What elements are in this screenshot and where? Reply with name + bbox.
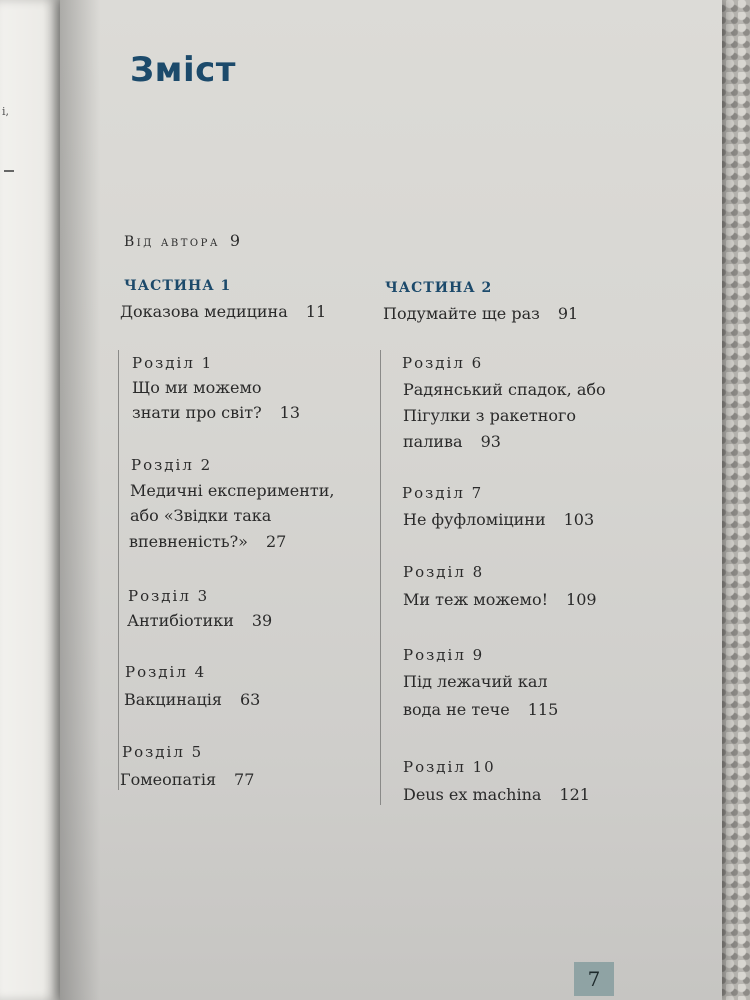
page-gutter-shadow — [60, 0, 100, 1000]
part-1-page: 11 — [305, 302, 327, 321]
chapter-8-line-1-text: Ми теж можемо! — [403, 590, 549, 609]
chapter-3-line-1 — [127, 611, 272, 630]
chapter-7-line-1 — [403, 510, 594, 529]
right-column-rule — [380, 350, 381, 805]
chapter-1-line-2-text: знати про світ? — [132, 403, 262, 422]
chapter-2-heading: Розділ 2 — [131, 456, 213, 474]
author-note-entry — [124, 231, 240, 250]
chapter-7-heading: Розділ 7 — [402, 484, 484, 502]
chapter-4-line-1 — [124, 690, 260, 709]
chapter-6-line-2: Пігулки з ракетного — [403, 406, 577, 425]
chapter-6-line-3-text: палива — [403, 432, 463, 451]
chapter-8-line-1 — [403, 590, 597, 609]
part-2-label: ЧАСТИНА 2 — [385, 280, 493, 296]
chapter-1-line-2 — [132, 403, 300, 422]
chapter-3-heading: Розділ 3 — [128, 587, 210, 605]
chapter-9-line-2 — [403, 700, 558, 719]
chapter-10-line-1-text: Deus ex machina — [403, 785, 542, 804]
chapter-5-page: 77 — [234, 770, 255, 789]
chapter-5-line-1-text: Гомеопатія — [120, 770, 217, 789]
chapter-4-page: 63 — [239, 690, 261, 709]
chapter-5-heading: Розділ 5 — [122, 743, 204, 761]
chapter-2-page: 27 — [265, 532, 287, 551]
page-title: Зміст — [130, 50, 236, 90]
chapter-6-page: 93 — [480, 432, 501, 451]
page-number: 7 — [574, 962, 614, 996]
chapter-10-heading: Розділ 10 — [403, 758, 496, 776]
chapter-6-line-3 — [403, 432, 501, 451]
author-note-label: Від автора — [124, 234, 220, 250]
chapter-1-page: 13 — [279, 403, 301, 422]
chapter-2-line-1: Медичні експерименти, — [130, 481, 335, 500]
part-2-title: Подумайте ще раз — [383, 304, 540, 323]
chapter-3-page: 39 — [251, 611, 273, 630]
chapter-7-line-1-text: Не фуфломіцини — [403, 510, 546, 529]
chapter-9-line-2-text: вода не тече — [403, 700, 510, 719]
chapter-5-line-1 — [120, 770, 254, 789]
chapter-8-page: 109 — [566, 590, 597, 609]
chapter-10-line-1 — [403, 785, 590, 804]
chapter-3-line-1-text: Антибіотики — [127, 611, 234, 630]
chapter-6-heading: Розділ 6 — [402, 354, 484, 372]
author-note-page: 9 — [229, 231, 241, 250]
chapter-9-heading: Розділ 9 — [403, 646, 485, 664]
chapter-4-line-1-text: Вакцинація — [124, 690, 222, 709]
chapter-2-line-3-text: впевненість?» — [129, 532, 248, 551]
chapter-6-line-1: Радянський спадок, або — [403, 380, 606, 399]
part-2-entry — [383, 304, 578, 323]
part-1-title: Доказова медицина — [120, 302, 288, 321]
part-2-page: 91 — [557, 304, 579, 323]
chapter-4-heading: Розділ 4 — [125, 663, 207, 681]
chapter-10-page: 121 — [559, 785, 590, 804]
chapter-1-heading: Розділ 1 — [132, 354, 214, 372]
part-1-label: ЧАСТИНА 1 — [124, 278, 232, 294]
book-page — [60, 0, 722, 1000]
left-column-rule — [118, 350, 119, 790]
previous-page-mark — [4, 170, 14, 172]
part-1-entry — [120, 302, 326, 321]
chapter-9-line-1: Під лежачий кал — [403, 672, 548, 691]
previous-page — [0, 0, 60, 1000]
chapter-7-page: 103 — [563, 510, 595, 529]
chapter-2-line-2: або «Звідки така — [130, 506, 272, 525]
previous-page-text: і, — [2, 105, 10, 118]
chapter-2-line-3 — [129, 532, 286, 551]
chapter-8-heading: Розділ 8 — [403, 563, 485, 581]
chapter-9-page: 115 — [527, 700, 559, 719]
chapter-1-line-1: Що ми можемо — [132, 378, 262, 397]
